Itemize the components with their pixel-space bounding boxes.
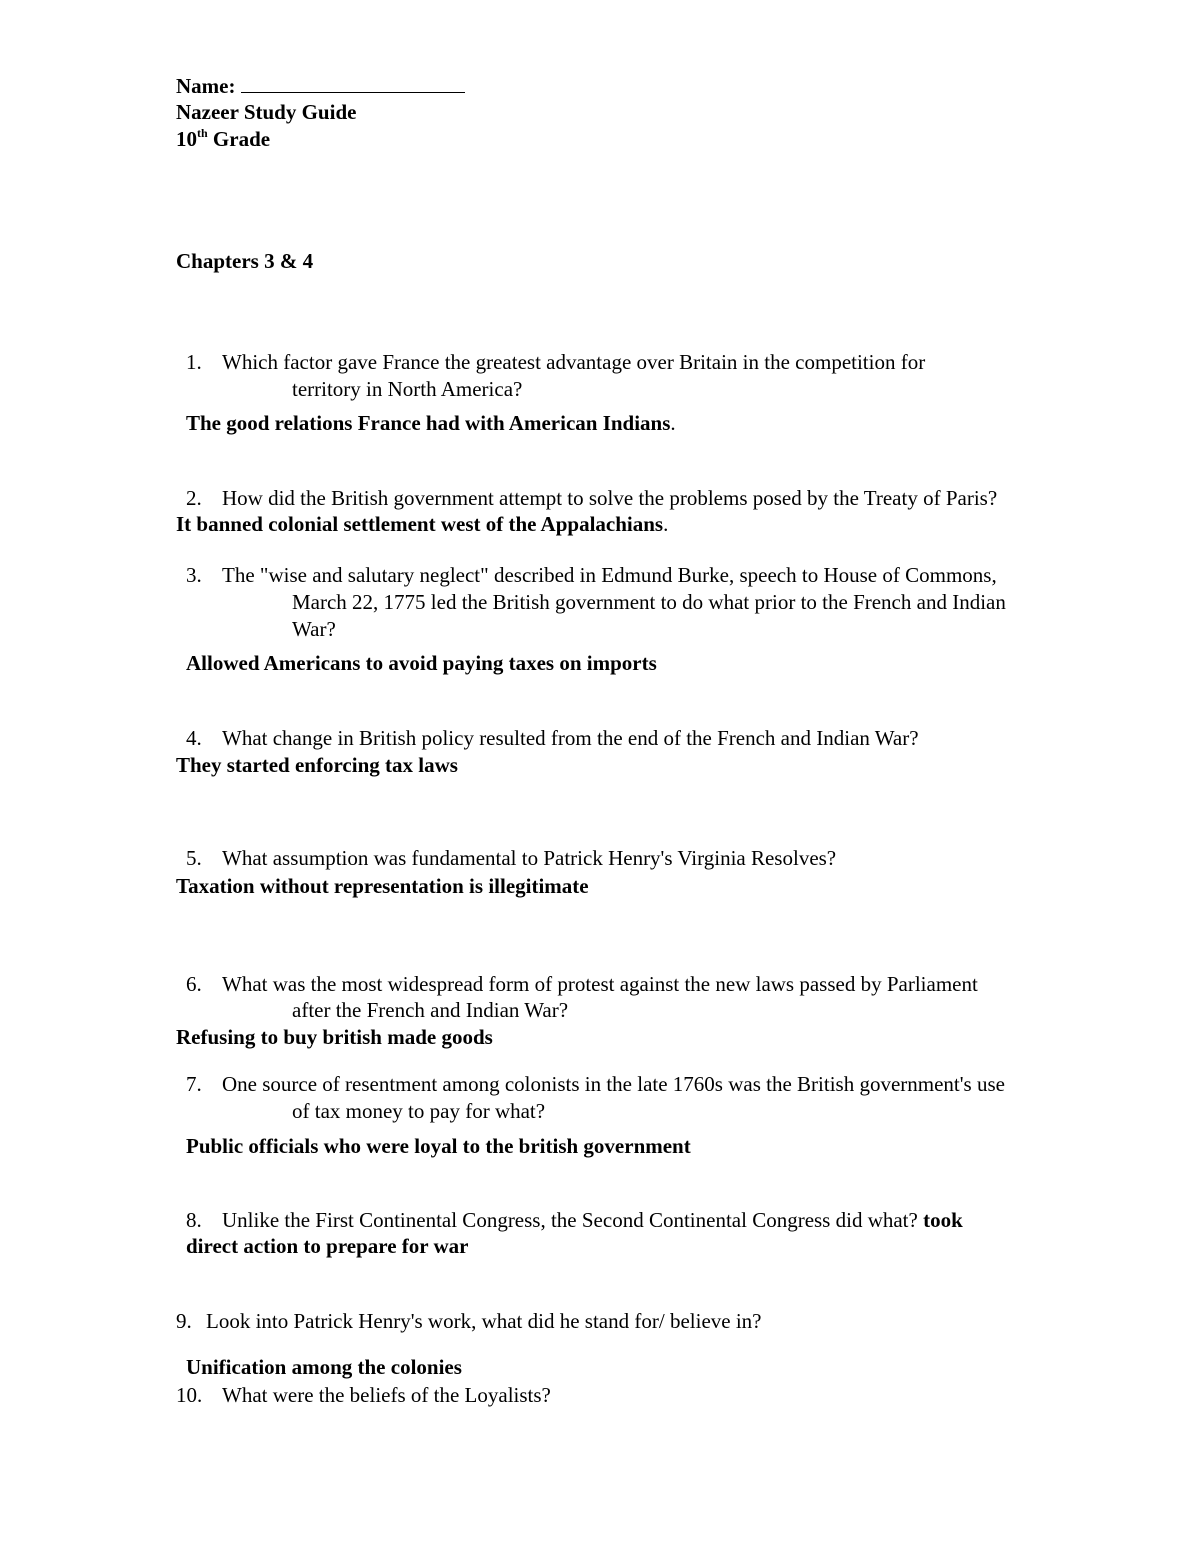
question-3-text: The "wise and salutary neglect" described in Edmund Burke, speech to House of Commons, [222, 563, 997, 587]
question-2-text: How did the British government attempt to solve the problems posed by the Treaty of Paris? [222, 486, 998, 510]
answer-6: Refusing to buy british made goods [176, 1025, 493, 1049]
question-4-number: 4. [186, 726, 202, 750]
name-line [176, 72, 465, 100]
question-1-text: Which factor gave France the greatest advantage over Britain in the competition for [222, 350, 926, 374]
chapters-heading: Chapters 3 & 4 [176, 249, 314, 273]
question-1-text-cont: territory in North America? [292, 377, 523, 401]
question-3-text-cont-2: War? [292, 617, 336, 641]
name-label: Name: [176, 74, 236, 98]
answer-5: Taxation without representation is illegitimate [176, 874, 589, 898]
question-5-number: 5. [186, 846, 202, 870]
answer-2: It banned colonial settlement west of the Appalachians. [176, 512, 669, 536]
question-8-text: Unlike the First Continental Congress, the Second Continental Congress did what? took [222, 1208, 963, 1232]
question-6-text: What was the most widespread form of protest against the new laws passed by Parliament [222, 972, 978, 996]
question-4-text: What change in British policy resulted from the end of the French and Indian War? [222, 726, 919, 750]
grade-line: 10th Grade [176, 126, 271, 151]
question-8-number: 8. [186, 1208, 202, 1232]
name-blank[interactable] [241, 72, 465, 93]
answer-7: Public officials who were loyal to the british government [186, 1134, 691, 1158]
answer-4: They started enforcing tax laws [176, 753, 458, 777]
question-10-number: 10. [176, 1383, 203, 1407]
question-7-number: 7. [186, 1072, 202, 1096]
question-7-text-cont: of tax money to pay for what? [292, 1099, 546, 1123]
question-2-number: 2. [186, 486, 202, 510]
question-5-text: What assumption was fundamental to Patrick Henry's Virginia Resolves? [222, 846, 837, 870]
question-9-text: Look into Patrick Henry's work, what did he stand for/ believe in? [206, 1309, 762, 1333]
guide-title: Nazeer Study Guide [176, 100, 357, 124]
answer-8: direct action to prepare for war [186, 1234, 469, 1258]
question-3-number: 3. [186, 563, 202, 587]
question-3-text-cont-1: March 22, 1775 led the British government to do what prior to the French and Indian [292, 590, 1006, 614]
question-9-number: 9. [176, 1309, 192, 1333]
answer-1: The good relations France had with American Indians. [186, 411, 676, 435]
question-10-text: What were the beliefs of the Loyalists? [222, 1383, 551, 1407]
question-1: 1. [186, 350, 202, 374]
question-6-text-cont: after the French and Indian War? [292, 998, 569, 1022]
question-7-text: One source of resentment among colonists in the late 1760s was the British government's use [222, 1072, 1005, 1096]
answer-9: Unification among the colonies [186, 1355, 462, 1379]
answer-3: Allowed Americans to avoid paying taxes on imports [186, 651, 657, 675]
question-6-number: 6. [186, 972, 202, 996]
